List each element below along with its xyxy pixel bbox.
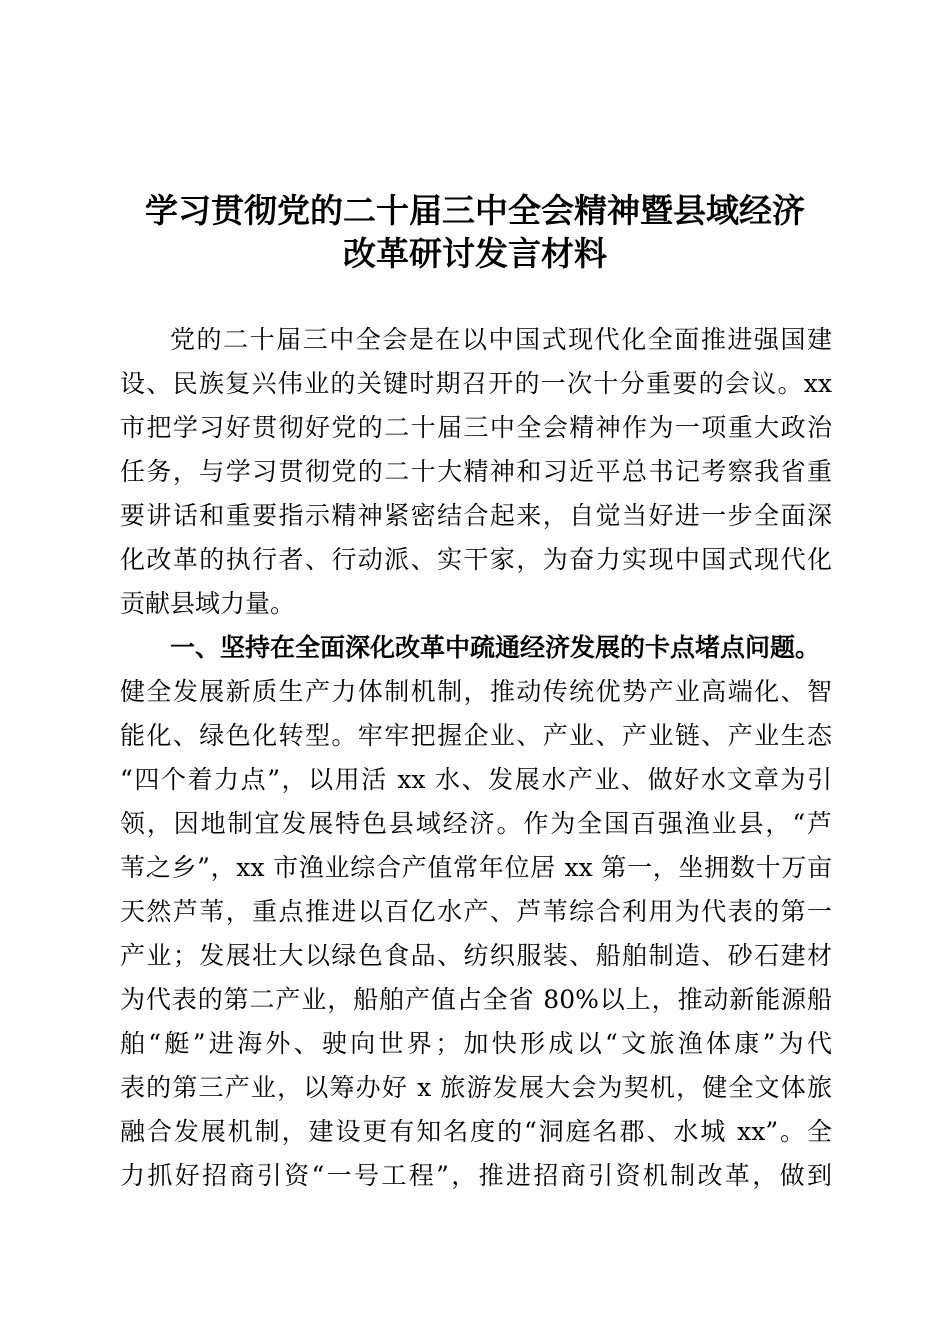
section-1	[120, 626, 832, 1198]
paragraph-line: 产业；发展壮大以绿色食品、纺织服装、船舶制造、砂石建材	[120, 941, 832, 970]
paragraph-line: 表的第三产业，以筹办好 x 旅游发展大会为契机，健全文体旅	[120, 1073, 832, 1102]
paragraph-1	[120, 318, 832, 626]
paragraph-line: “四个着力点”，以用活 xx 水、发展水产业、做好水文章为引	[120, 765, 832, 794]
paragraph-line: 能化、绿色化转型。牢牢把握企业、产业、产业链、产业生态	[120, 721, 832, 750]
paragraph-line: 舶“艇”进海外、驶向世界；加快形成以“文旅渔体康”为代	[120, 1029, 832, 1058]
paragraph-line: 领，因地制宜发展特色县域经济。作为全国百强渔业县，“芦	[120, 809, 832, 838]
paragraph-line: 为代表的第二产业，船舶产值占全省 80%以上，推动新能源船	[120, 985, 832, 1014]
paragraph-line: 力抓好招商引资“一号工程”，推进招商引资机制改革，做到	[120, 1161, 832, 1190]
paragraph-line: 任务，与学习贯彻党的二十大精神和习近平总书记考察我省重	[120, 457, 832, 486]
document-body	[120, 318, 832, 1198]
paragraph-line: 贡献县域力量。	[120, 589, 296, 618]
paragraph-line: 设、民族复兴伟业的关键时期召开的一次十分重要的会议。xx	[120, 369, 832, 398]
section-heading: 一、坚持在全面深化改革中疏通经济发展的卡点堵点问题。	[170, 633, 821, 662]
paragraph-line: 健全发展新质生产力体制机制，推动传统优势产业高端化、智	[120, 677, 832, 706]
paragraph-line: 市把学习好贯彻好党的二十届三中全会精神作为一项重大政治	[120, 413, 832, 442]
paragraph-line: 化改革的执行者、行动派、实干家，为奋力实现中国式现代化	[120, 545, 832, 574]
paragraph-line: 苇之乡”，xx 市渔业综合产值常年位居 xx 第一，坐拥数十万亩	[120, 853, 832, 882]
paragraph-line: 天然芦苇，重点推进以百亿水产、芦苇综合利用为代表的第一	[120, 897, 832, 926]
document-title-line-2: 改革研讨发言材料	[343, 234, 607, 273]
paragraph-line: 要讲话和重要指示精神紧密结合起来，自觉当好进一步全面深	[120, 501, 832, 530]
paragraph-line: 融合发展机制，建设更有知名度的“洞庭名郡、水城 xx”。全	[120, 1117, 832, 1146]
paragraph-line: 党的二十届三中全会是在以中国式现代化全面推进强国建	[170, 325, 832, 354]
document-title-line-1: 学习贯彻党的二十届三中全会精神暨县域经济	[145, 191, 805, 230]
